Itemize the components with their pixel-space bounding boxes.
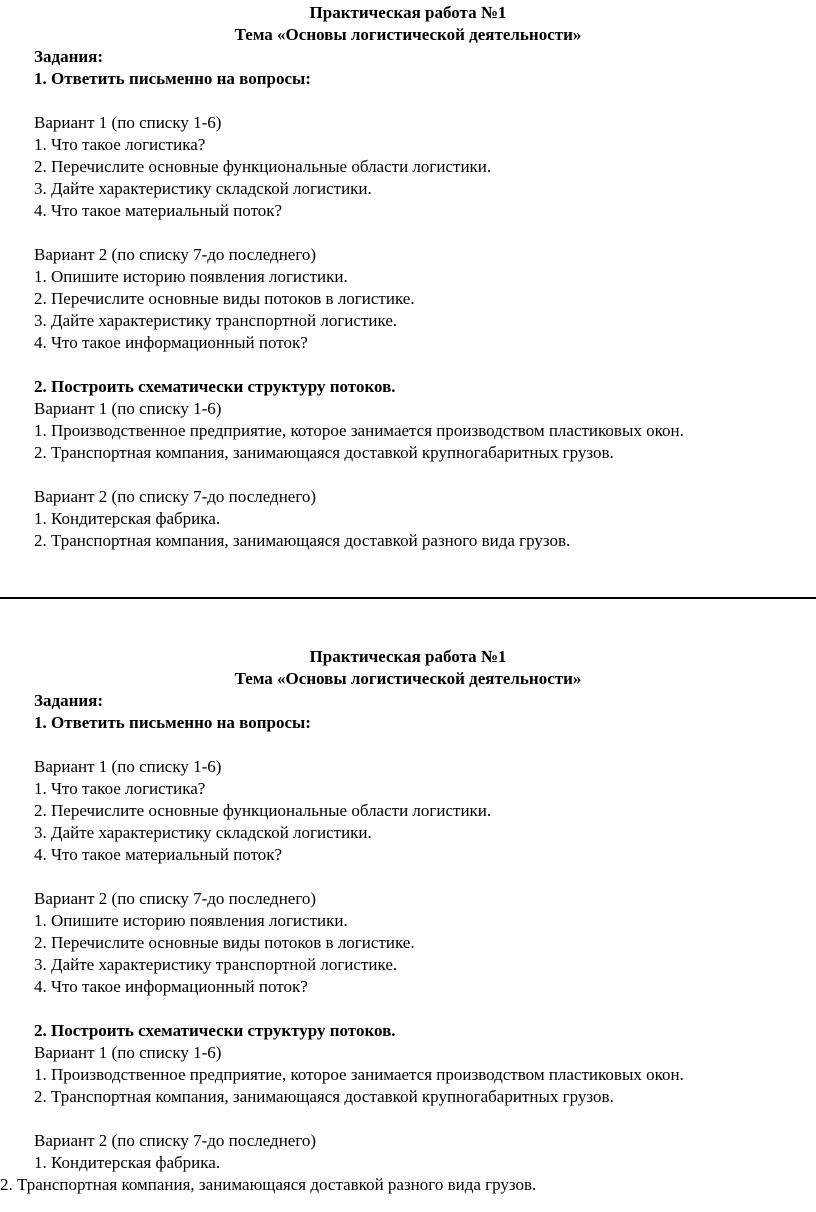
list-item: 2. Транспортная компания, занимающаяся доставкой разного вида грузов. [34, 531, 571, 550]
list-item: 2. Перечислите основные виды потоков в логистике. [34, 289, 415, 308]
list-item: 1. Кондитерская фабрика. [34, 509, 221, 528]
worksheet-title: Практическая работа №1 [309, 3, 507, 22]
list-item: 1. Опишите историю появления логистики. [34, 267, 348, 286]
list-item: 1. Производственное предприятие, которое занимается производством пластиковых окон. [34, 421, 684, 440]
list-item: 1. Что такое логистика? [34, 779, 206, 798]
list-item: 1. Что такое логистика? [34, 135, 206, 154]
list-item: 2. Транспортная компания, занимающаяся доставкой разного вида грузов. [0, 1175, 537, 1194]
worksheet-title: Практическая работа №1 [309, 647, 507, 666]
task2-heading: 2. Построить схематически структуру потоков. [34, 377, 396, 396]
list-item: 4. Что такое информационный поток? [34, 333, 308, 352]
list-item: 3. Дайте характеристику складской логистики. [34, 179, 372, 198]
list-item: 2. Перечислите основные виды потоков в логистике. [34, 933, 415, 952]
list-item: 4. Что такое материальный поток? [34, 201, 283, 220]
task1-variant2-label: Вариант 2 (по списку 7-до последнего) [34, 889, 317, 908]
worksheet-topic: Тема «Основы логистической деятельности» [234, 669, 582, 688]
tasks-label: Задания: [34, 691, 104, 710]
task1-heading: 1. Ответить письменно на вопросы: [34, 69, 311, 88]
list-item: 3. Дайте характеристику транспортной логистике. [34, 955, 398, 974]
task2-variant1-label: Вариант 1 (по списку 1-6) [34, 1043, 222, 1062]
list-item: 1. Производственное предприятие, которое занимается производством пластиковых окон. [34, 1065, 684, 1084]
task2-variant2-label: Вариант 2 (по списку 7-до последнего) [34, 487, 317, 506]
list-item: 4. Что такое информационный поток? [34, 977, 308, 996]
list-item: 1. Опишите историю появления логистики. [34, 911, 348, 930]
cut-line-divider [0, 597, 816, 599]
task2-heading: 2. Построить схематически структуру потоков. [34, 1021, 396, 1040]
task1-variant2-label: Вариант 2 (по списку 7-до последнего) [34, 245, 317, 264]
list-item: 1. Кондитерская фабрика. [34, 1153, 221, 1172]
list-item: 2. Транспортная компания, занимающаяся доставкой крупногабаритных грузов. [34, 443, 614, 462]
list-item: 2. Перечислите основные функциональные области логистики. [34, 157, 492, 176]
task2-variant1-label: Вариант 1 (по списку 1-6) [34, 399, 222, 418]
worksheet-topic: Тема «Основы логистической деятельности» [234, 25, 582, 44]
task1-heading: 1. Ответить письменно на вопросы: [34, 713, 311, 732]
task1-variant1-label: Вариант 1 (по списку 1-6) [34, 757, 222, 776]
list-item: 2. Транспортная компания, занимающаяся доставкой крупногабаритных грузов. [34, 1087, 614, 1106]
list-item: 4. Что такое материальный поток? [34, 845, 283, 864]
list-item: 3. Дайте характеристику транспортной логистике. [34, 311, 398, 330]
tasks-label: Задания: [34, 47, 104, 66]
list-item: 3. Дайте характеристику складской логистики. [34, 823, 372, 842]
list-item: 2. Перечислите основные функциональные области логистики. [34, 801, 492, 820]
task1-variant1-label: Вариант 1 (по списку 1-6) [34, 113, 222, 132]
task2-variant2-label: Вариант 2 (по списку 7-до последнего) [34, 1131, 317, 1150]
